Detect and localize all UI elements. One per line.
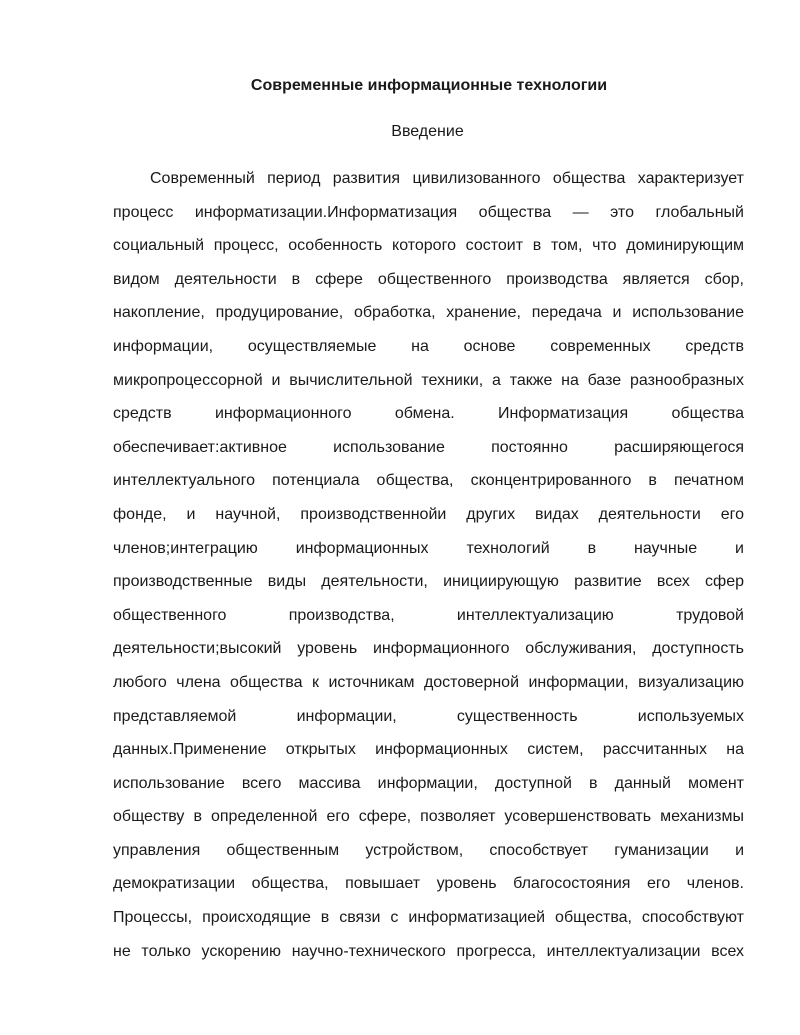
text-line: интеллектуального потенциала общества, сконцентрированного в печатном <box>113 472 744 490</box>
text-line: видом деятельности в сфере общественного производства является сбор, <box>113 270 744 288</box>
document-title: Современные информационные технологии <box>250 77 608 94</box>
text-line: процесс информатизации.Информатизация общества — это глобальный <box>113 203 744 221</box>
text-line: деятельности;высокий уровень информационного обслуживания, доступность <box>113 640 744 658</box>
text-line: производственные виды деятельности, инициирующую развитие всех сфер <box>113 573 744 591</box>
body-paragraph <box>113 166 744 972</box>
text-line: представляемой информации, существенность используемых <box>113 707 744 725</box>
text-line: любого члена общества к источникам достоверной информации, визуализацию <box>113 673 744 691</box>
text-line: фонде, и научной, производственнойи других видах деятельности его <box>113 505 744 523</box>
text-line: членов;интеграцию информационных технологий в научные и <box>113 539 744 557</box>
text-line: Современный период развития цивилизованного общества характеризует <box>150 170 744 187</box>
text-line: накопление, продуцирование, обработка, хранение, передача и использование <box>113 304 744 322</box>
text-line: социальный процесс, особенность которого состоит в том, что доминирующим <box>113 237 744 255</box>
text-line: не только ускорению научно-технического прогресса, интеллектуализации всех <box>113 942 744 960</box>
text-line: обществу в определенной его сфере, позволяет усовершенствовать механизмы <box>113 808 744 826</box>
text-line: микропроцессорной и вычислительной техники, а также на базе разнообразных <box>113 371 744 389</box>
text-line: информации, осуществляемые на основе современных средств <box>113 337 744 355</box>
section-heading: Введение <box>391 123 464 140</box>
text-line: управления общественным устройством, способствует гуманизации и <box>113 841 744 859</box>
text-line: общественного производства, интеллектуализацию трудовой <box>113 606 744 624</box>
text-line: использование всего массива информации, доступной в данный момент <box>113 774 744 792</box>
text-line: данных.Применение открытых информационных систем, рассчитанных на <box>113 741 744 759</box>
text-line: Процессы, происходящие в связи с информатизацией общества, способствуют <box>113 909 744 927</box>
text-line: средств информационного обмена. Информатизация общества <box>113 405 744 423</box>
text-line: обеспечивает:активное использование постоянно расширяющегося <box>113 438 744 456</box>
text-line: демократизации общества, повышает уровень благосостояния его членов. <box>113 875 744 893</box>
